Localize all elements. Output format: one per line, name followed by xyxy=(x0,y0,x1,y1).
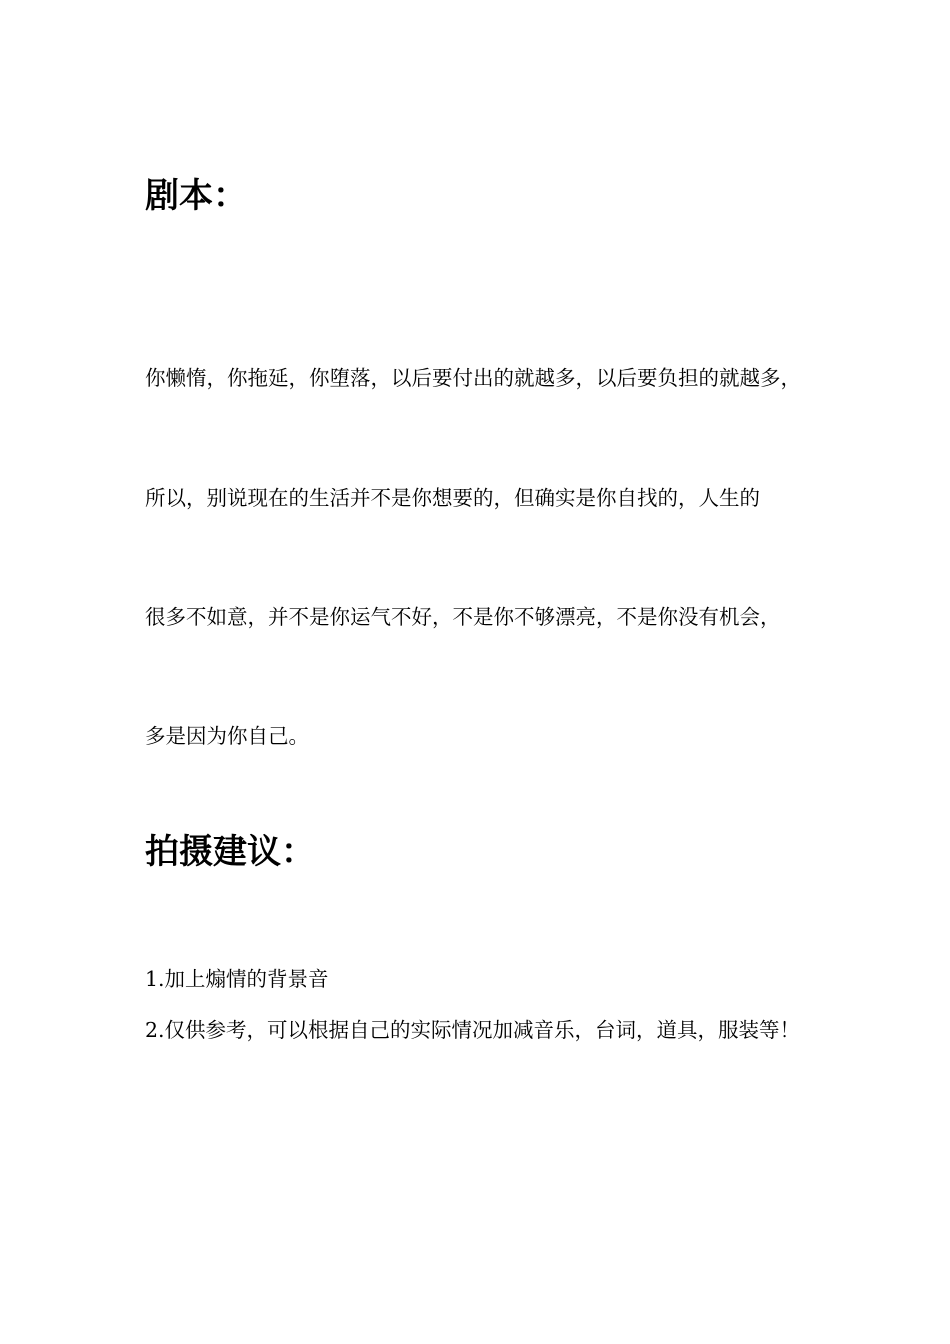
script-line-4: 多是因为你自己。 xyxy=(145,724,309,748)
script-line-3: 很多不如意，并不是你运气不好，不是你不够漂亮，不是你没有机会， xyxy=(145,605,781,629)
advice-heading: 拍摄建议： xyxy=(145,832,315,872)
advice-item-2: 2.仅供参考，可以根据自己的实际情况加减音乐，台词，道具，服装等！ xyxy=(145,1018,801,1042)
script-line-1: 你懒惰，你拖延，你堕落，以后要付出的就越多，以后要负担的就越多， xyxy=(145,366,801,390)
script-line-2: 所以，别说现在的生活并不是你想要的，但确实是你自找的，人生的 xyxy=(145,486,760,510)
script-heading: 剧本： xyxy=(145,176,247,216)
advice-item-1: 1.加上煽情的背景音 xyxy=(145,967,329,991)
